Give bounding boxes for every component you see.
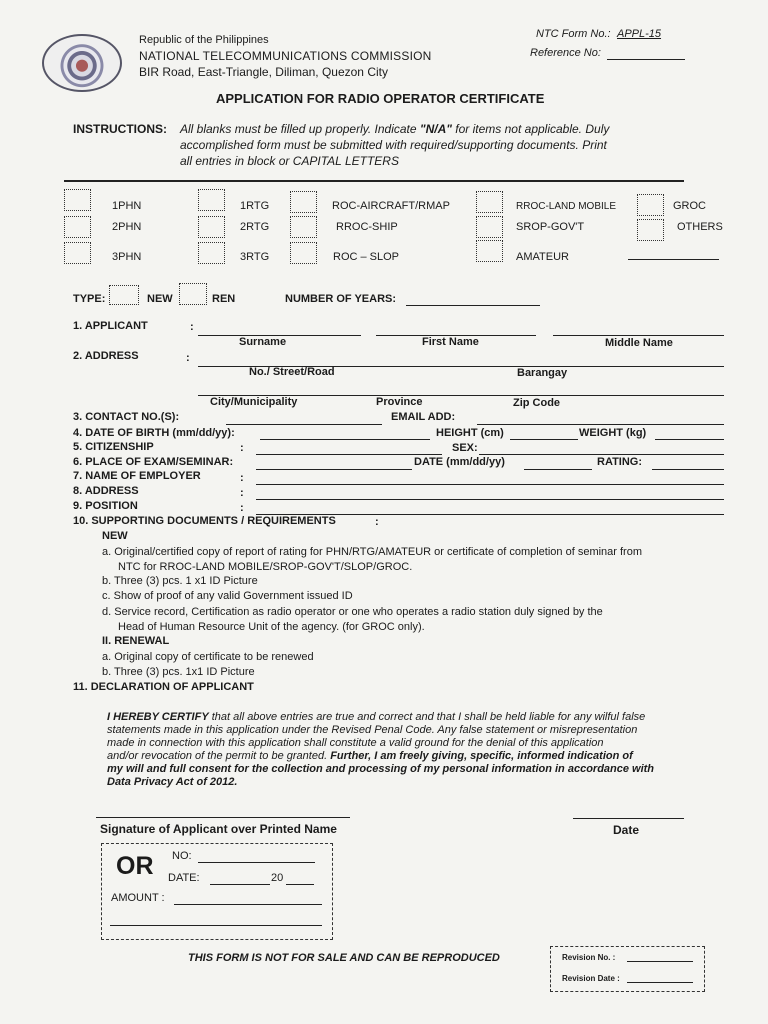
middle-name-caption: Middle Name (605, 337, 673, 349)
instructions-label: INSTRUCTIONS: (73, 122, 167, 136)
checkbox-rroc-ship[interactable] (290, 216, 317, 238)
type-label: TYPE: (73, 293, 106, 305)
checkbox-3rtg[interactable] (198, 242, 225, 264)
checkbox-rroc-land-mobile[interactable] (476, 191, 503, 213)
declaration-line6: Data Privacy Act of 2012. (107, 776, 238, 788)
city-caption: City/Municipality (210, 396, 298, 408)
signature-field[interactable] (96, 817, 350, 818)
sex-label: SEX: (452, 442, 478, 454)
employer-address-field[interactable] (256, 499, 724, 500)
label-rroc-ship: RROC-SHIP (336, 221, 398, 233)
label-1phn: 1PHN (112, 200, 142, 212)
first-name-caption: First Name (422, 336, 479, 348)
or-extra-field[interactable] (110, 925, 322, 926)
req-renewal-b: b. Three (3) pcs. 1x1 ID Picture (102, 666, 255, 678)
declaration-line4: and/or revocation of the permit to be granted. Further, I am freely giving, specific, informed indication of (107, 750, 633, 762)
checkbox-3phn[interactable] (64, 242, 91, 264)
citizenship-field[interactable] (256, 454, 442, 455)
label-amateur: AMATEUR (516, 251, 569, 263)
agency-address: BIR Road, East-Triangle, Diliman, Quezon City (139, 65, 388, 79)
employer-colon: : (240, 472, 244, 484)
height-field[interactable] (510, 439, 578, 440)
instructions-line2: accomplished form must be submitted with required/supporting documents. Print (180, 138, 607, 152)
position-label: 9. POSITION (73, 500, 138, 512)
zip-caption: Zip Code (513, 397, 561, 409)
label-rroc-land-mobile: RROC-LAND MOBILE (516, 201, 617, 212)
revision-date-field[interactable] (627, 982, 693, 983)
form-no: APPL-15 (617, 28, 662, 40)
province-caption: Province (376, 396, 423, 408)
label-3rtg: 3RTG (240, 251, 270, 263)
instructions-divider (64, 180, 684, 182)
instructions-line3: all entries in block or CAPITAL LETTERS (180, 154, 399, 168)
label-3phn: 3PHN (112, 251, 142, 263)
label-groc: GROC (673, 200, 706, 212)
form-no-label: NTC Form No.: (536, 28, 611, 40)
or-date-label: DATE: (168, 872, 200, 884)
req-renewal-a: a. Original copy of certificate to be renewed (102, 651, 314, 663)
place-exam-label: 6. PLACE OF EXAM/SEMINAR: (73, 456, 234, 468)
label-srop-govt: SROP-GOV'T (516, 221, 585, 233)
checkbox-amateur[interactable] (476, 240, 503, 262)
footer-notice: THIS FORM IS NOT FOR SALE AND CAN BE REPRODUCED (188, 952, 500, 964)
renewal-heading: II. RENEWAL (102, 635, 170, 647)
or-year-field[interactable] (286, 884, 314, 885)
label-2rtg: 2RTG (240, 221, 270, 233)
signature-date-field[interactable] (573, 818, 684, 819)
rating-label: RATING: (597, 456, 643, 468)
or-no-label: NO: (172, 850, 192, 862)
citizenship-colon: : (240, 442, 244, 454)
req-new-b: b. Three (3) pcs. 1 x1 ID Picture (102, 575, 258, 587)
employer-address-label: 8. ADDRESS (73, 485, 139, 497)
middle-name-field[interactable] (553, 335, 724, 336)
label-roc-slop: ROC – SLOP (333, 251, 400, 263)
or-no-field[interactable] (198, 862, 315, 863)
years-label: NUMBER OF YEARS: (285, 293, 397, 305)
declaration-line1: I HEREBY CERTIFY that all above entries are true and correct and that I shall be held liable for any wilful false (107, 711, 646, 723)
years-field[interactable] (406, 305, 540, 306)
req-new-a1: a. Original/certified copy of report of rating for PHN/RTG/AMATEUR or certificate of completion of seminar from (102, 546, 643, 558)
supporting-colon: : (375, 516, 379, 528)
revision-no-field[interactable] (627, 961, 693, 962)
street-caption: No./ Street/Road (249, 366, 335, 378)
checkbox-2rtg[interactable] (198, 216, 225, 238)
ren-label: REN (212, 293, 236, 305)
checkbox-ren[interactable] (179, 283, 207, 305)
req-new-a2: NTC for RROC-LAND MOBILE/SROP-GOV'T/SLOP/GROC. (118, 561, 413, 573)
supporting-heading: 10. SUPPORTING DOCUMENTS / REQUIREMENTS (73, 515, 336, 527)
place-exam-field[interactable] (256, 469, 412, 470)
employer-address-colon: : (240, 487, 244, 499)
employer-field[interactable] (256, 484, 724, 485)
republic-text: Republic of the Philippines (139, 34, 269, 46)
checkbox-roc-slop[interactable] (290, 242, 317, 264)
label-roc-aircraft: ROC-AIRCRAFT/RMAP (332, 200, 450, 212)
req-new-c: c. Show of proof of any valid Government issued ID (102, 590, 353, 602)
reference-label: Reference No: (530, 47, 601, 59)
ntc-seal-icon (42, 34, 122, 92)
reference-field[interactable] (607, 59, 685, 60)
barangay-caption: Barangay (517, 367, 568, 379)
agency-name: NATIONAL TELECOMMUNICATIONS COMMISSION (139, 49, 432, 63)
req-new-d1: d. Service record, Certification as radio operator or one who operates a radio station duly signed by the (102, 606, 603, 618)
applicant-colon: : (190, 321, 194, 333)
revision-no-label: Revision No. : (562, 953, 616, 962)
checkbox-2phn[interactable] (64, 216, 91, 238)
position-colon: : (240, 502, 244, 514)
or-amount-label: AMOUNT : (111, 892, 165, 904)
contact-field[interactable] (226, 424, 382, 425)
weight-label: WEIGHT (kg) (579, 427, 647, 439)
label-others: OTHERS (677, 221, 723, 233)
label-2phn: 2PHN (112, 221, 142, 233)
weight-field[interactable] (655, 439, 724, 440)
address-label: 2. ADDRESS (73, 350, 139, 362)
declaration-line5: my will and full consent for the collection and processing of my personal information in accordance with (107, 763, 655, 775)
or-date-field[interactable] (210, 884, 270, 885)
declaration-line2: statements made in this application under the Revised Penal Code. Any false statement or misrepresentation (107, 724, 638, 736)
surname-caption: Surname (239, 336, 287, 348)
height-label: HEIGHT (cm) (436, 427, 504, 439)
or-year-label: 20 (271, 872, 284, 884)
new-heading: NEW (102, 530, 128, 542)
email-label: EMAIL ADD: (391, 411, 456, 423)
dob-label: 4. DATE OF BIRTH (mm/dd/yy): (73, 427, 235, 439)
checkbox-groc[interactable] (637, 194, 664, 216)
checkbox-others[interactable] (637, 219, 664, 241)
checkbox-1phn[interactable] (64, 189, 91, 211)
or-amount-field[interactable] (174, 904, 322, 905)
applicant-label: 1. APPLICANT (73, 320, 148, 332)
label-1rtg: 1RTG (240, 200, 270, 212)
checkbox-roc-aircraft[interactable] (290, 191, 317, 213)
declaration-line3: made in connection with this application shall constitute a valid ground for the denial of this application (107, 737, 604, 749)
req-new-d2: Head of Human Resource Unit of the agency. (for GROC only). (118, 621, 425, 633)
new-label: NEW (147, 293, 173, 305)
citizenship-label: 5. CITIZENSHIP (73, 441, 154, 453)
rating-field[interactable] (652, 469, 724, 470)
signature-caption: Signature of Applicant over Printed Name (100, 822, 337, 836)
signature-date-caption: Date (613, 823, 640, 837)
date-exam-label: DATE (mm/dd/yy) (414, 456, 505, 468)
dob-field[interactable] (260, 439, 430, 440)
instructions-line1: All blanks must be filled up properly. Indicate "N/A" for items not applicable. Duly (180, 122, 610, 136)
others-specify-field[interactable] (628, 259, 719, 260)
checkbox-srop-govt[interactable] (476, 216, 503, 238)
or-label: OR (116, 852, 154, 880)
revision-date-label: Revision Date : (562, 974, 620, 983)
checkbox-1rtg[interactable] (198, 189, 225, 211)
declaration-heading: 11. DECLARATION OF APPLICANT (73, 681, 254, 693)
form-title: APPLICATION FOR RADIO OPERATOR CERTIFICATE (216, 91, 545, 106)
email-field[interactable] (477, 424, 724, 425)
date-exam-field[interactable] (524, 469, 592, 470)
contact-label: 3. CONTACT NO.(S): (73, 411, 180, 423)
checkbox-new[interactable] (109, 285, 139, 305)
employer-label: 7. NAME OF EMPLOYER (73, 470, 201, 482)
sex-field[interactable] (479, 454, 724, 455)
address-colon: : (186, 352, 190, 364)
